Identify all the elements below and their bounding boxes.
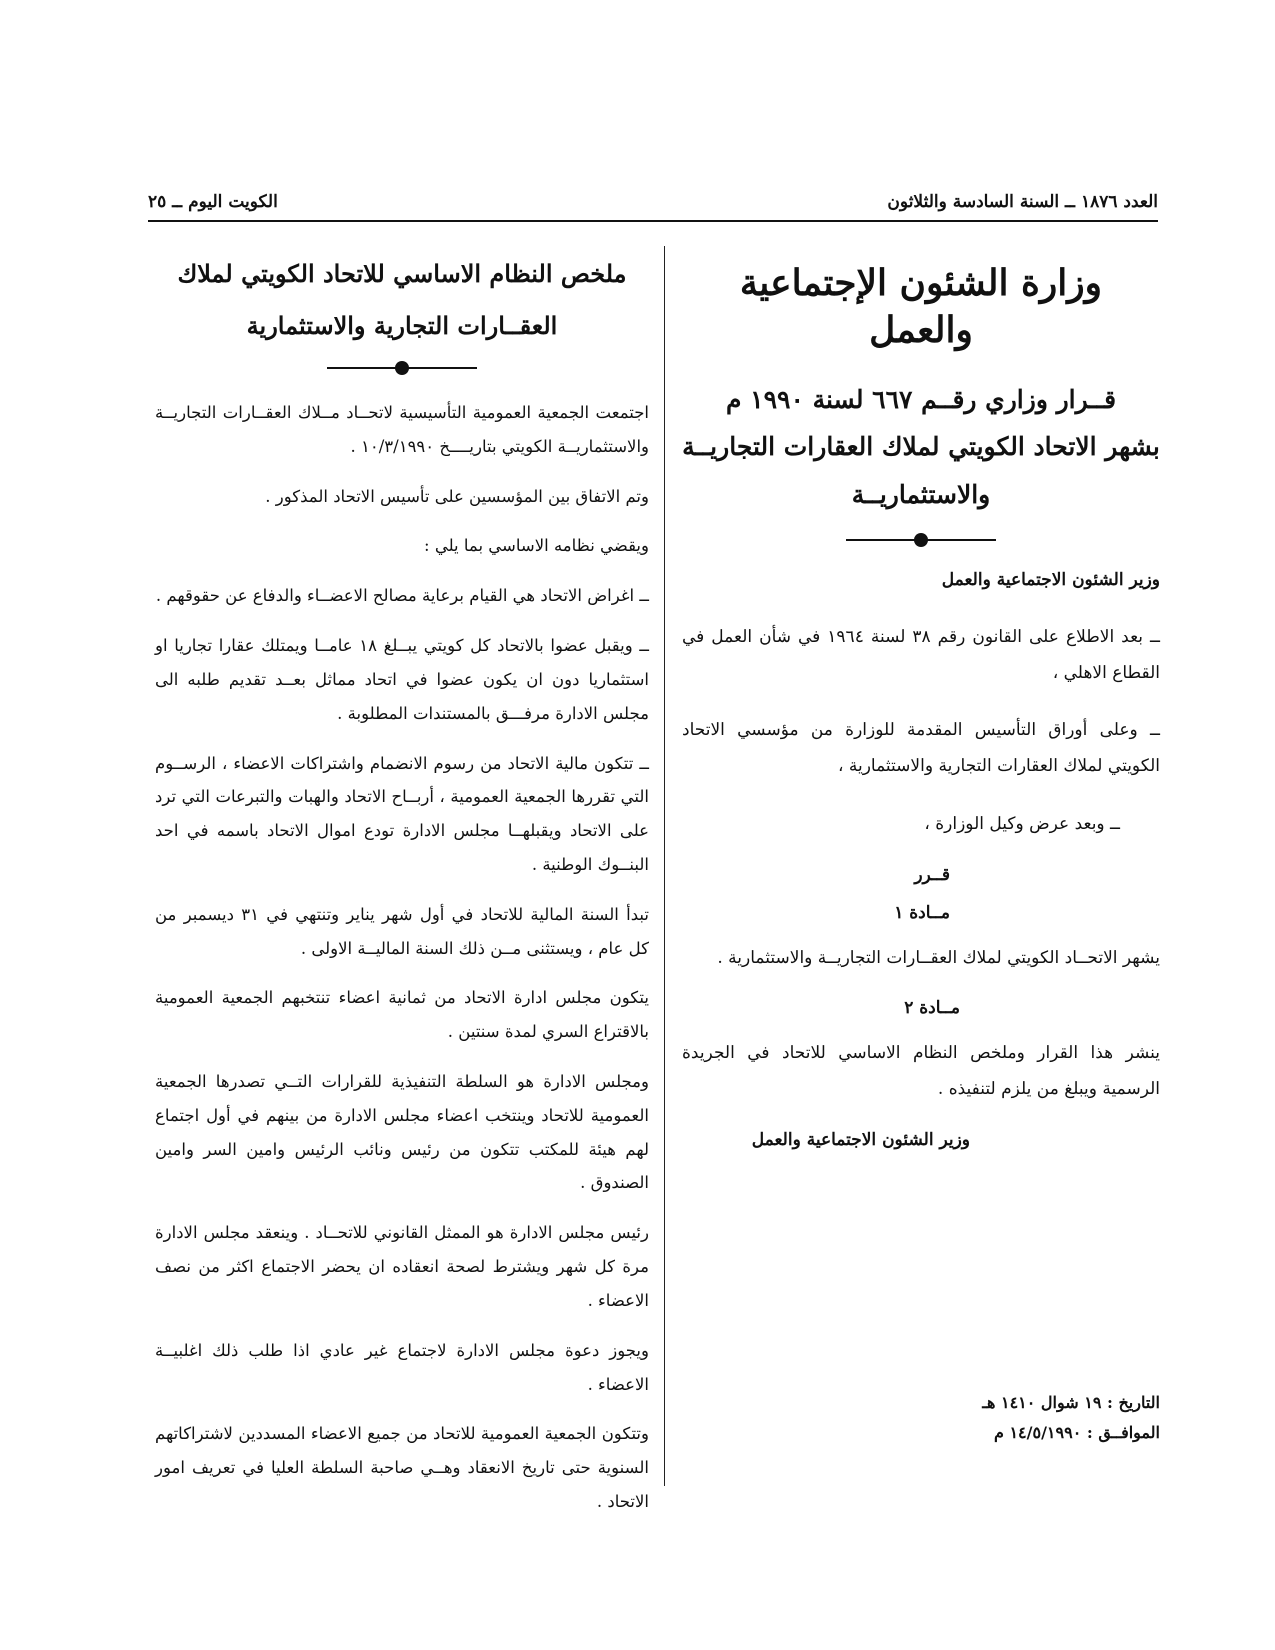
bylaws-title-line-2: العقــارات التجارية والاستثمارية [246, 311, 558, 340]
bylaws-column [155, 250, 649, 1535]
minister-heading: وزير الشئون الاجتماعية والعمل [941, 570, 1160, 591]
decision-title-line-3: والاستثماريــة [851, 479, 991, 509]
bylaws-paragraph: ــ تتكون مالية الاتحاد من رسوم الانضمام واشتراكات الاعضاء ، الرســوم التي تقررها الجمعية العمومية ، أربــاح الاتحاد والهبات والتبرعات التي ترد على الاتحاد ويقبلهــا مجلس الادارة تودع اموال الاتحاد باسمه في احد البنــوك الوطنية . [155, 753, 649, 874]
ministry-name: وزارة الشئون الإجتماعية والعمل [739, 262, 1103, 351]
page-reference: الكويت اليوم ــ ٢٥ [148, 192, 278, 212]
page-header [148, 186, 1158, 222]
bylaws-title-line-1: ملخص النظام الاساسي للاتحاد الكويتي لملاك [177, 259, 627, 288]
bylaws-paragraph: ــ ويقبل عضوا بالاتحاد كل كويتي يبــلغ ١٨ عامــا ويمتلك عقارا تجاريا او استثماريا دون ان يكون عضوا في اتحاد مماثل بعــد تقديم طلبه الى مجلس الادارة مرفـــق بالمستندات المطلوبة . [155, 636, 650, 723]
preamble-2: ــ وعلى أوراق التأسيس المقدمة للوزارة من مؤسسي الاتحاد الكويتي لملاك العقارات التجارية والاستثمارية ، [682, 720, 1160, 777]
bylaws-paragraph: يتكون مجلس ادارة الاتحاد من ثمانية اعضاء تنتخبهم الجمعية العمومية بالاقتراع السري لمدة سنتين . [155, 988, 649, 1042]
bylaws-paragraph: وتتكون الجمعية العمومية للاتحاد من جميع الاعضاء المسددين لاشتراكاتهم السنوية حتى تاريخ الانعقاد وهــي صاحبة السلطة العليا في تعريف امور الاتحاد . [155, 1424, 649, 1511]
bylaws-paragraph: وتم الاتفاق بين المؤسسين على تأسيس الاتحاد المذكور . [265, 486, 649, 506]
decision-title-line-2: بشهر الاتحاد الكويتي لملاك العقارات التجاريــة [682, 432, 1160, 462]
bylaws-paragraph: اجتمعت الجمعية العمومية التأسيسية لاتحــاد مــلاك العقــارات التجاريــة والاستثماريــة الكويتي بتاريــــخ ١٠/٣/١٩٩٠ . [155, 403, 650, 456]
ornament-divider-left [327, 358, 477, 378]
article-1-heading: مــادة ١ [894, 902, 950, 923]
bylaws-paragraph: ويجوز دعوة مجلس الادارة لاجتماع غير عادي اذا طلب ذلك اغلبيــة الاعضاء . [155, 1340, 649, 1394]
decision-title-line-1: قــرار وزاري رقــم ٦٦٧ لسنة ١٩٩٠ م [725, 384, 1117, 414]
ornament-divider [846, 530, 996, 550]
bylaws-paragraph: ــ اغراض الاتحاد هي القيام برعاية مصالح الاعضــاء والدفاع عن حقوقهم . [155, 586, 649, 606]
article-2-heading: مــادة ٢ [904, 998, 960, 1019]
preamble-3: ــ وبعد عرض وكيل الوزارة ، [924, 813, 1120, 834]
bylaws-paragraph: تبدأ السنة المالية للاتحاد في أول شهر يناير وتنتهي في ٣١ ديسمبر من كل عام ، ويستثنى مــن ذلك السنة الماليــة الاولى . [155, 904, 649, 958]
article-1-text: يشهر الاتحــاد الكويتي لملاك العقــارات التجاريــة والاستثمارية . [717, 947, 1160, 968]
issue-number: العدد ١٨٧٦ ــ السنة السادسة والثلاثون [887, 192, 1158, 212]
date-gregorian: الموافــق : ١٤/٥/١٩٩٠ م [993, 1423, 1160, 1443]
decides-heading: قــرر [914, 864, 950, 885]
header-rule [148, 220, 1158, 222]
decision-column [682, 250, 1160, 1150]
bylaws-paragraph: رئيس مجلس الادارة هو الممثل القانوني للاتحــاد . وينعقد مجلس الادارة مرة كل شهر ويشترط لصحة انعقاده ان يحضر الاجتماع اكثر من نصف الاعضاء . [155, 1223, 649, 1310]
date-hijri: التاريخ : ١٩ شوال ١٤١٠ هـ [982, 1393, 1160, 1412]
bylaws-paragraph: ويقضي نظامه الاساسي بما يلي : [424, 536, 649, 556]
decision-dates [682, 1388, 1160, 1449]
minister-signature: وزير الشئون الاجتماعية والعمل [751, 1129, 970, 1150]
preamble-1: ــ بعد الاطلاع على القانون رقم ٣٨ لسنة ١٩٦٤ في شأن العمل في القطاع الاهلي ، [682, 627, 1160, 683]
bylaws-paragraph: ومجلس الادارة هو السلطة التنفيذية للقرارات التــي تصدرها الجمعية العمومية للاتحاد وينتخب اعضاء مجلس الادارة من بينهم في أول اجتماع لهم هيئة للمكتب تتكون من رئيس ونائب الرئيس وامين السر وامين الصندوق . [155, 1072, 649, 1193]
column-divider [664, 246, 665, 1486]
article-2-text: ينشر هذا القرار وملخص النظام الاساسي للاتحاد في الجريدة الرسمية ويبلغ من يلزم لتنفيذه . [682, 1043, 1160, 1099]
